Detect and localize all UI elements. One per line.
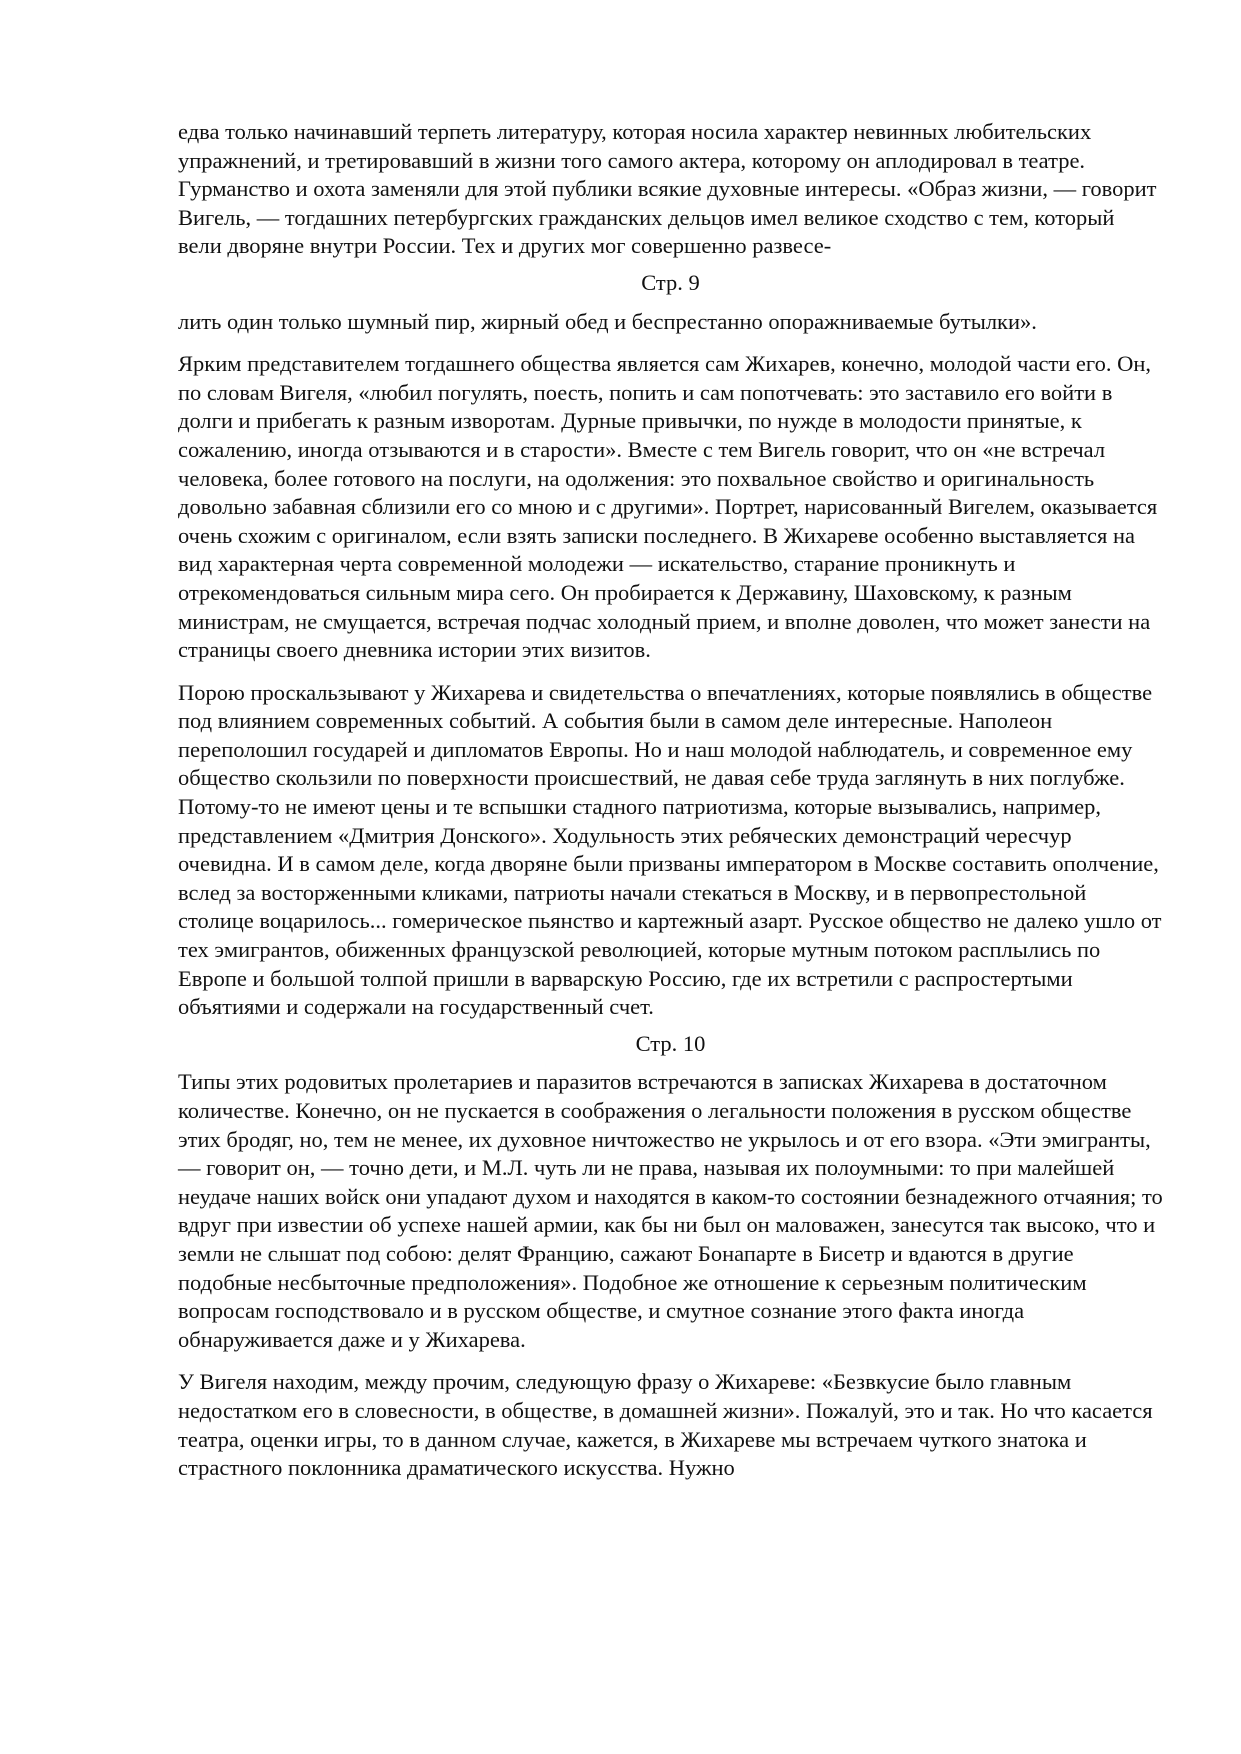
paragraph-emigrants: Типы этих родовитых пролетариев и паразитов встречаются в записках Жихарева в достаточном количестве. Конечно, он не пускается в соображения о легальности положения в русском обществе этих бродяг, но, тем не менее, их духовное ничтожество не укрылось и от его взора. «Эти эмигранты, — говорит он, — точно дети, и М.Л. чуть ли не права, называя их полоумными: то при малейшей неудаче наших войск они упадают духом и находятся в каком-то состоянии безнадежного отчаяния; то вдруг при известии об успехе нашей армии, как бы ни был он маловажен, занесутся так высоко, что и земли не слышат под собою: делят Францию, сажают Бонапарте в Бисетр и вдаются в другие подобные несбыточные предположения». Подобное же отношение к серьезным политическим вопросам господствовало и в русском обществе, и смутное сознание этого факта иногда обнаруживается даже и у Жихарева.	[178, 1069, 1163, 1352]
page-number-9: Стр. 9	[641, 269, 700, 295]
document-page	[178, 118, 1163, 1497]
page-number-10: Стр. 10	[635, 1030, 706, 1056]
paragraph-vigel-taste: У Вигеля находим, между прочим, следующую фразу о Жихареве: «Безвкусие было главным недостатком его в словесности, в обществе, в домашней жизни». Пожалуй, это и так. Но что касается театра, оценки игры, то в данном случае, кажется, в Жихареве мы встречаем чуткого знатока и страстного поклонника драматического искусства. Нужно	[178, 1369, 1153, 1481]
paragraph-continuation: лить один только шумный пир, жирный обед и беспрестанно опоражниваемые бутылки».	[178, 308, 1037, 334]
paragraph-events: Порою проскальзывают у Жихарева и свидетельства о впечатлениях, которые появлялись в обществе под влиянием современных событий. А события были в самом деле интересные. Наполеон переполошил государей и дипломатов Европы. Но и наш молодой наблюдатель, и современное ему общество скользили по поверхности происшествий, не давая себе труда заглянуть в них поглубже. Потому-то не имеют цены и те вспышки стадного патриотизма, которые вызывались, например, представлением «Дмитрия Донского». Ходульность этих ребяческих демонстраций чересчур очевидна. И в самом деле, когда дворяне были призваны императором в Москве составить ополчение, вслед за восторженными кликами, патриоты начали стекаться в Москву, и в первопрестольной столице воцарилось... гомерическое пьянство и картежный азарт. Русское общество не далеко ушло от тех эмигрантов, обиженных французской революцией, которые мутным потоком расплылись по Европе и большой толпой пришли в варварскую Россию, где их встретили с распростертыми объятиями и содержали на государственный счет.	[178, 679, 1162, 1020]
paragraph-zhikharev-portrait: Ярким представителем тогдашнего общества является сам Жихарев, конечно, молодой части его. Он, по словам Вигеля, «любил погулять, поесть, попить и сам попотчевать: это заставило его войти в долги и прибегать к разным изворотам. Дурные привычки, по нужде в молодости принятые, к сожалению, иногда отзываются и в старости». Вместе с тем Вигель говорит, что он «не встречал человека, более готового на послуги, на одолжения: это похвальное свойство и оригинальность довольно забавная сблизили его со мною и с другими». Портрет, нарисованный Вигелем, оказывается очень схожим с оригиналом, если взять записки последнего. В Жихареве особенно выставляется на вид характерная черта современной молодежи — искательство, старание проникнуть и отрекомендоваться сильным мира сего. Он пробирается к Державину, Шаховскому, к разным министрам, не смущается, встречая подчас холодный прием, и вполне доволен, что может занести на страницы своего дневника истории этих визитов.	[178, 351, 1158, 663]
paragraph-continued: едва только начинавший терпеть литературу, которая носила характер невинных любительских упражнений, и третировавший в жизни того самого актера, которому он аплодировал в театре. Гурманство и охота заменяли для этой публики всякие духовные интересы. «Образ жизни, — говорит Вигель, — тогдашних петербургских гражданских дельцов имел великое сходство с тем, который вели дворяне внутри России. Тех и других мог совершенно развесе-	[178, 119, 1157, 259]
